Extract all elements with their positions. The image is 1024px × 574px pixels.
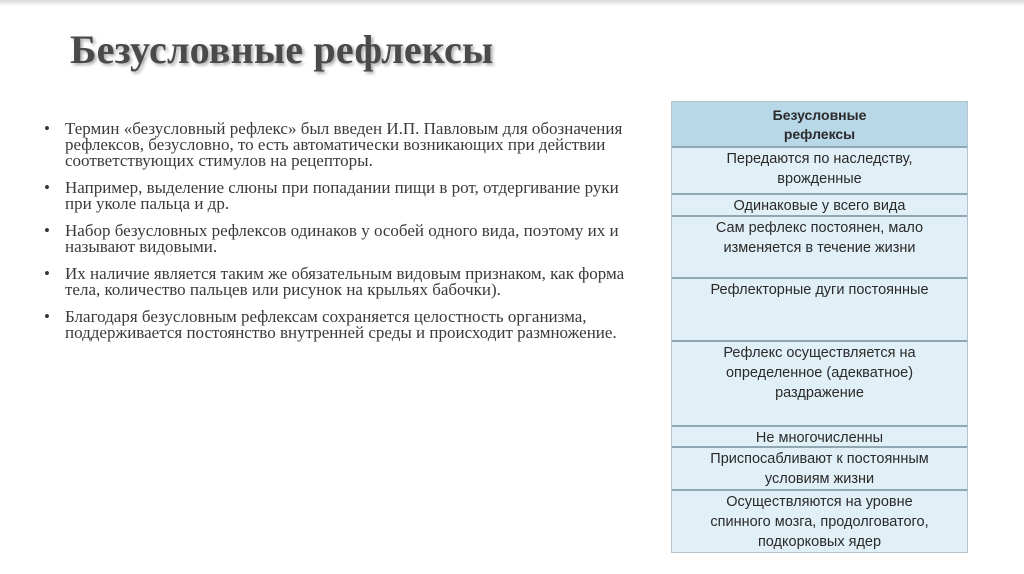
bullet-item — [44, 180, 629, 212]
table-row: Рефлекторные дуги постоянные — [672, 279, 967, 342]
bullet-item — [44, 309, 629, 341]
bullet-item — [44, 223, 629, 255]
bullet-marker: • — [44, 178, 50, 197]
bullet-text: Термин «безусловный рефлекс» был введен И.П. Павловым для обозначения рефлексов, безусловно, то есть автоматически возникающих при действии соответствующих стимулов на рецепторы. — [65, 119, 623, 170]
table-row: Сам рефлекс постоянен, мало изменяется в течение жизни — [672, 217, 967, 280]
bullet-text: Например, выделение слюны при попадании пищи в рот, отдергивание руки при уколе пальца и др. — [65, 178, 619, 213]
bullet-marker: • — [44, 307, 50, 326]
bullet-item — [44, 266, 629, 298]
bullet-item — [44, 121, 629, 169]
table-header: Безусловные рефлексы — [672, 102, 967, 148]
table-row: Передаются по наследству, врожденные — [672, 148, 967, 195]
bullet-marker: • — [44, 264, 50, 283]
table-row: Рефлекс осуществляется на определенное (адекватное) раздражение — [672, 342, 967, 427]
bullet-text: Благодаря безусловным рефлексам сохраняется целостность организма, поддерживается постоянство внутренней среды и происходит размножение. — [65, 307, 617, 342]
bullet-marker: • — [44, 221, 50, 240]
table-row: Не многочисленны — [672, 427, 967, 449]
table-row: Приспосабливают к постоянным условиям жизни — [672, 448, 967, 491]
reflex-table — [671, 101, 968, 553]
table-row: Осуществляются на уровне спинного мозга, продолговатого, подкорковых ядер — [672, 491, 967, 552]
slide-top-edge — [0, 0, 1024, 6]
bullet-text: Их наличие является таким же обязательным видовым признаком, как форма тела, количество пальцев или рисунок на крыльях бабочки). — [65, 264, 625, 299]
table-row: Одинаковые у всего вида — [672, 195, 967, 217]
slide-title: Безусловные рефлексы — [70, 27, 494, 72]
bullet-text: Набор безусловных рефлексов одинаков у особей одного вида, поэтому их и называют видовыми. — [65, 221, 619, 256]
bullet-marker: • — [44, 119, 50, 138]
bullet-list — [44, 121, 629, 352]
